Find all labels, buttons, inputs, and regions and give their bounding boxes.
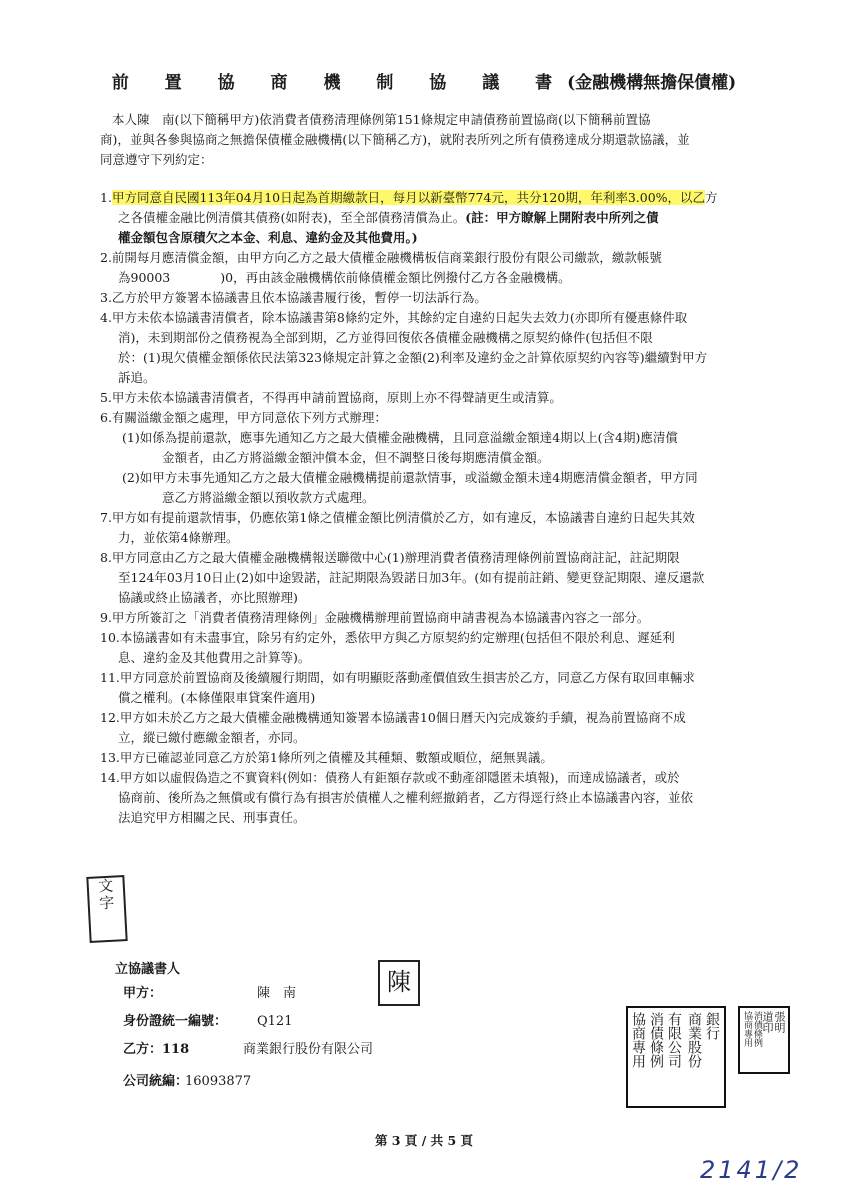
intro-line: 本人陳 南(以下簡稱甲方)依消費者債務清理條例第151條規定申請債務前置協商(以下簡稱前置協 [112,112,651,127]
clause-11-line: 11.甲方同意於前置協商及後續履行期間，如有明顯貶落動產價值致生損害於乙方，同意乙方保有取回車輛求 [100,670,695,685]
tax-id-label: 公司統編： [123,1074,189,1089]
clause-10-line: 10.本協議書如有未盡事宜，除另有約定外，悉依甲方與乙方原契約約定辦理(包括但不限於利息、遲延利 [100,630,675,645]
clause-2-line: 為90003 )0，再由該金融機構依前條債權金額比例撥付乙方各金融機構。 [118,270,571,285]
clause-9: 9.甲方所簽訂之「消費者債務清理條例」金融機構辦理前置協商申請書視為本協議書內容之一部分。 [100,610,650,625]
clause-14-line: 協商前、後所為之無償或有償行為有損害於債權人之權利經撤銷者，乙方得逕行終止本協議書內容，並依 [118,790,694,805]
tax-id-value: 16093877 [185,1074,252,1089]
party-a-label: 甲方： [123,986,163,1001]
bank-seal-col: 銀行 [704,1012,720,1040]
clause-4-line: 消)，未到期部份之債務視為全部到期，乙方並得回復依各債權金融機構之原契約條件(包括但不限 [118,330,653,345]
clause-1-note: (註：甲方瞭解上開附表中所列之債 [465,210,659,225]
intro-line: 商)，並與各參與協商之無擔保債權金融機構(以下簡稱乙方)，就附表所列之所有債務達成分期還款協議，並 [100,132,690,147]
clause-7-line: 力，並依第4條辦理。 [118,530,239,545]
clause-6-sub1-cont: 金額者，由乙方將溢繳金額沖償本金，但不調整日後每期應清償金額。 [162,450,550,465]
clause-4-line: 訴追。 [118,370,156,385]
clause-12-line: 立，縱已繳付應繳金額者，亦同。 [118,730,306,745]
clause-11 [100,668,818,708]
clause-4-line: 於：(1)現欠債權金額係依民法第323條規定計算之金額(2)利率及違約金之計算依原契約內容等)繼續對甲方 [118,350,708,365]
clause-2-line: 2.前開每月應清償金額，由甲方向乙方之最大債權金融機構板信商業銀行股份有限公司繳款，繳款帳號 [100,250,662,265]
bank-seal-col: 有限公司 [666,1012,682,1068]
party-b-label: 乙方：118 [123,1042,190,1057]
clause-2 [100,248,818,288]
clause-7 [100,508,818,548]
page-number: 第 3 頁 / 共 5 頁 [374,1133,474,1148]
margin-stamp [86,875,127,943]
clause-6-sub1: (1)如係為提前還款，應事先通知乙方之最大債權金融機構，且同意溢繳金額達4期以上(含4期)應清償 [122,430,678,445]
clause-11-line: 償之權利。(本條僅限車貸案件適用) [118,690,316,705]
clause-7-line: 7.甲方如有提前還款情事，仍應依第1條之債權金額比例清償於乙方，如有違反，本協議書自違約日起失其效 [100,510,695,525]
clause-6-sub2-cont: 意乙方將溢繳金額以預收款方式處理。 [162,490,375,505]
handwritten-note: 2141/2 [700,1156,803,1184]
clause-list [100,188,818,828]
title-main: 前 置 協 商 機 制 協 議 書 [111,73,568,93]
clause-14-line: 14.甲方如以虛假偽造之不實資料(例如：債務人有鉅額存款或不動產卻隱匿未填報)，而達成協議者，或於 [100,770,680,785]
clause-1 [100,188,818,248]
bank-seal-col: 消債條例 [648,1012,664,1068]
officer-seal-col: 消債條例 [752,1011,762,1047]
clause-12-line: 12.甲方如未於乙方之最大債權金融機構通知簽署本協議書10個日曆天內完成簽約手續，視為前置協商不成 [100,710,686,725]
clause-8 [100,548,818,608]
party-b-name: 商業銀行股份有限公司 [243,1042,374,1057]
signature-heading: 立協議書人 [115,962,181,977]
clause-1-note-cont: 權金額包含原積欠之本金、利息、違約金及其他費用。) [118,230,418,245]
clause-6 [100,408,818,508]
clause-3: 3.乙方於甲方簽署本協議書且依本協議書履行後，暫停一切法訴行為。 [100,290,487,305]
clause-1-tail: 方 [705,190,718,205]
clause-6-sub2: (2)如甲方未事先通知乙方之最大債權金融機構提前還款情事，或溢繳金額未達4期應清償金額者，甲方同 [122,470,698,485]
party-a-name: 陳 南 [257,986,297,1001]
clause-14 [100,768,818,828]
clause-10 [100,628,818,668]
clause-13: 13.甲方已確認並同意乙方於第1條所列之債權及其種類、數額或順位，絕無異議。 [100,750,553,765]
intro-paragraph [100,110,810,170]
clause-10-line: 息、違約金及其他費用之計算等)。 [118,650,311,665]
id-label: 身份證統一編號： [123,1014,228,1029]
officer-seal-col: 張明 [773,1011,786,1033]
bank-seal-col: 商業股份 [686,1012,702,1068]
bank-seal [626,1006,726,1108]
intro-line: 同意遵守下列約定： [100,152,213,167]
officer-seal [738,1006,790,1074]
clause-1-number: 1. [100,190,112,205]
clause-12 [100,708,818,748]
clause-4 [100,308,818,388]
clause-1-highlight: 甲方同意自民國113年04月10日起為首期繳款日，每月以新臺幣774元，共分120期，年利率3.00%，以乙 [111,190,706,205]
officer-seal-col: 協商專用 [742,1011,752,1047]
officer-seal-col: 道印 [761,1011,774,1033]
clause-8-line: 8.甲方同意由乙方之最大債權金融機構報送聯徵中心(1)辦理消費者債務清理條例前置協商註記，註記期限 [100,550,680,565]
margin-stamp-text: 文 字 [97,876,115,913]
clause-14-line: 法追究甲方相關之民、刑事責任。 [118,810,306,825]
clause-8-line: 至124年03月10日止(2)如中途毀諾，註記期限為毀諾日加3年。(如有提前註銷、變更登記期限、違反還款 [118,570,705,585]
bank-seal-col: 協商專用 [630,1012,646,1068]
title-sub: (金融機構無擔保債權) [567,73,737,93]
clause-4-line: 4.甲方未依本協議書清償者，除本協議書第8條約定外，其餘約定自違約日起失去效力(亦即所有優惠條件取 [100,310,688,325]
clause-5: 5.甲方未依本協議書清償者，不得再申請前置協商，原則上亦不得聲請更生或清算。 [100,390,562,405]
clause-1-text: 之各債權金融比例清償其債務(如附表)，至全部債務清償為止。 [118,210,466,225]
clause-6-line: 6.有關溢繳金額之處理，甲方同意依下列方式辦理： [100,410,387,425]
name-seal: 陳 [378,960,420,1006]
document-title [0,68,848,93]
clause-8-line: 協議或終止協議者，亦比照辦理) [118,590,298,605]
id-value: Q121 [257,1014,293,1029]
